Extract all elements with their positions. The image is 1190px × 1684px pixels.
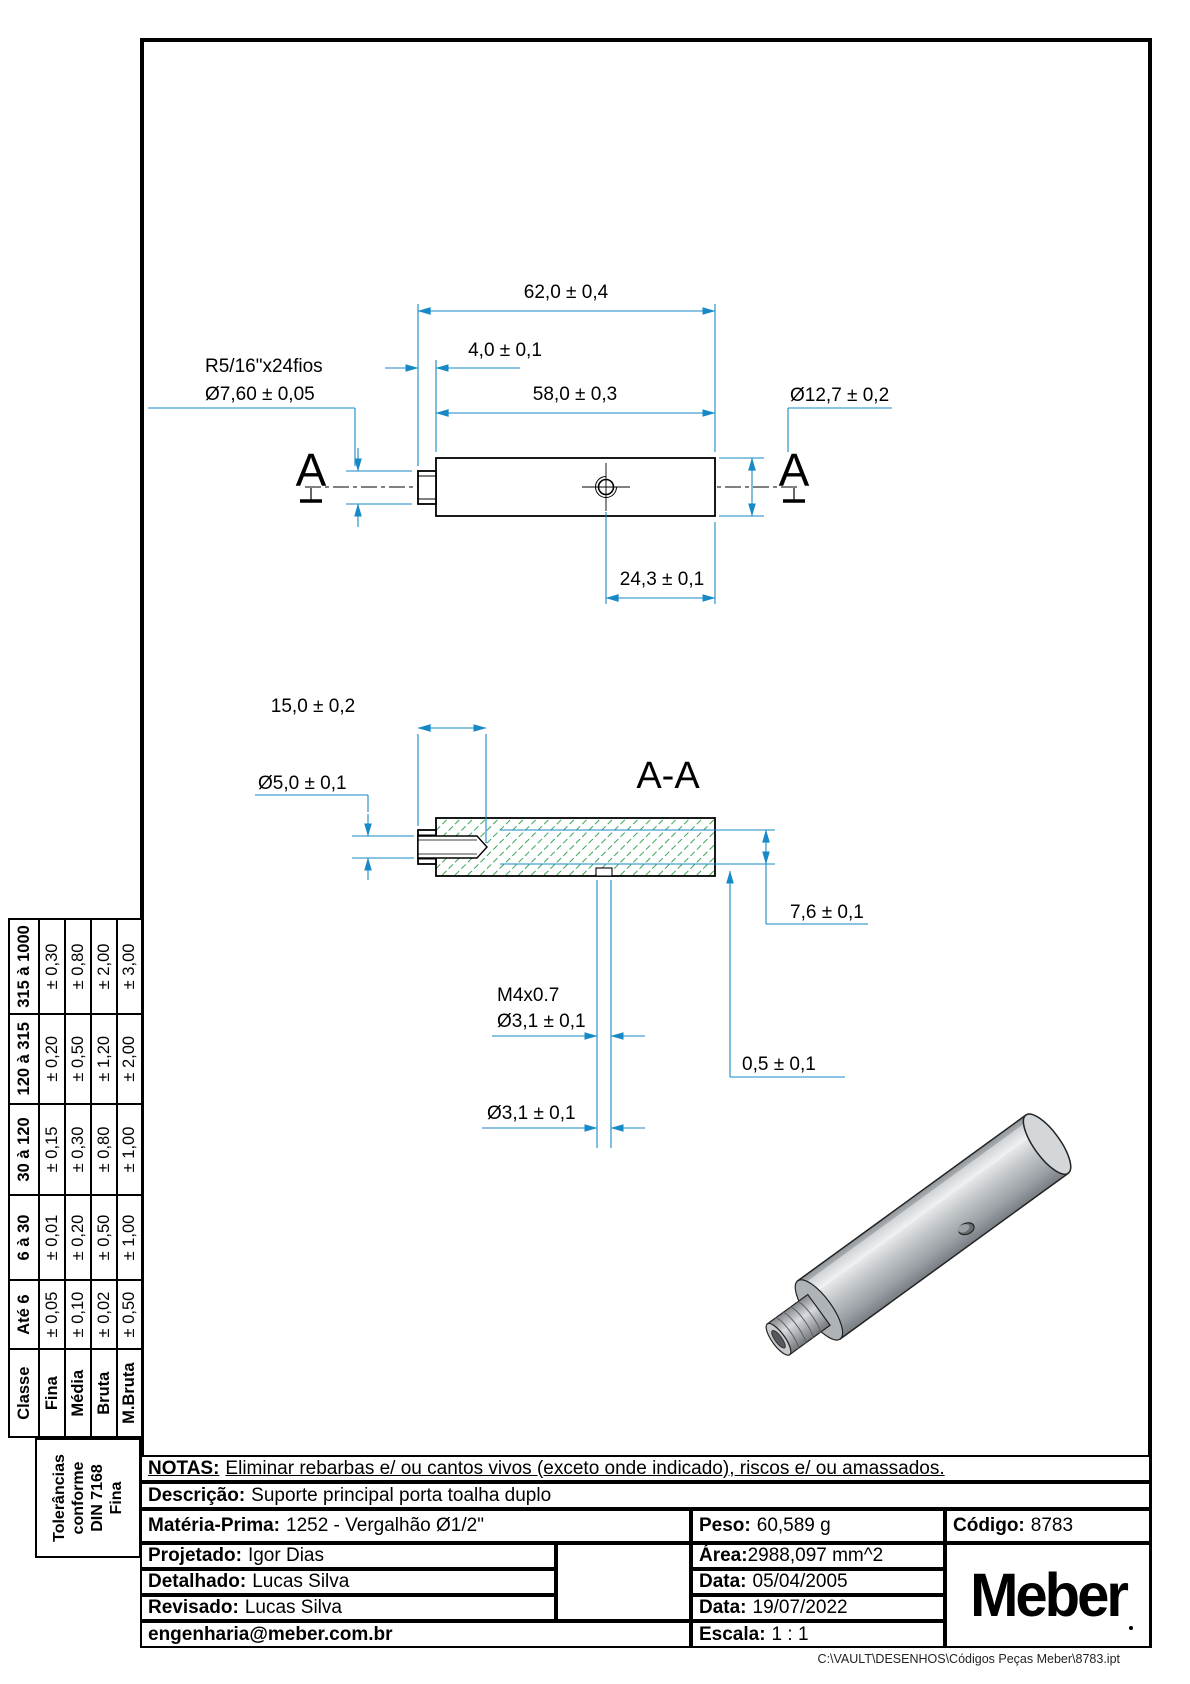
dim-through-hole: Ø3,1 ± 0,1 [487,1103,576,1124]
section-letter-right: A [778,444,810,496]
thread-spec-line2: Ø3,1 ± 0,1 [497,1011,586,1032]
tolerance-standard-note: Tolerâncias conforme DIN 7168 Fina [35,1438,141,1558]
logo-dot [1129,1626,1133,1630]
raw-material-cell: Matéria-Prima: 1252 - Vergalhão Ø1/2" [140,1509,691,1543]
designed-by-cell: Projetado: Igor Dias [140,1543,556,1569]
dim-hole-position: 24,3 ± 0,1 [619,569,705,590]
bottom-wall-hole [596,868,612,876]
description-value: Suporte principal porta toalha duplo [251,1484,552,1506]
tolerance-grid: Classe Até 6 6 à 30 30 à 120 120 à 315 315 à 1000 Fina ± 0,05 ± 0,01 ± 0,15 ± 0,20 ± 0,30 Média ± 0,10 ± 0,20 ± 0,30 ± 0,50 ± 0,80 Bruta ± 0,02 ± 0,50 ± 0,80 ± 1,20 ± 2,00 M.Bruta ± 0,50 ± 1,00 ± 1,00 ± 2,00 ± 3,00 [8,918,143,1438]
company-logo-cell [945,1543,1151,1648]
dim-core: 7,6 ± 0,1 [790,902,864,923]
dim-thread-depth: 15,0 ± 0,2 [270,696,356,717]
company-logo: Meber [970,1561,1126,1630]
tol-row-media: Média ± 0,10 ± 0,20 ± 0,30 ± 0,50 ± 0,80 [65,919,91,1437]
detailed-by-cell: Detalhado: Lucas Silva [140,1569,556,1595]
description-label: Descrição: [148,1484,246,1506]
thread-note-line1: R5/16"x24fios [205,356,323,377]
reviewed-by-cell: Revisado: Lucas Silva [140,1595,556,1621]
section-letter-left: A [295,444,327,496]
dim-wall: 0,5 ± 0,1 [742,1054,816,1075]
thread-note-line2: Ø7,60 ± 0,05 [205,384,315,405]
email-cell: engenharia@meber.com.br [140,1621,691,1648]
weight-cell: Peso: 60,589 g [691,1509,945,1543]
scale-cell: Escala: 1 : 1 [691,1621,945,1648]
dim-overall-length: 62,0 ± 0,4 [523,282,609,303]
dim-stub-length: 4,0 ± 0,1 [468,340,542,361]
section-view [255,696,868,1148]
tol-row-bruta: Bruta ± 0,02 ± 0,50 ± 0,80 ± 1,20 ± 2,00 [91,919,117,1437]
projection-symbol-cell [556,1543,691,1621]
notes-row [140,1455,1151,1482]
tolerance-table [8,918,141,1558]
file-path: C:\VAULT\DESENHOS\Códigos Peças Meber\8783.ipt [817,1652,1120,1666]
section-dimension-lines [255,728,868,1148]
tol-header-classe: Classe [9,1349,39,1437]
dim-outer-diameter: Ø12,7 ± 0,2 [790,385,890,406]
date2-cell: Data: 19/07/2022 [691,1595,945,1621]
tol-row-mbruta: M.Bruta ± 0,50 ± 1,00 ± 1,00 ± 2,00 ± 3,00 [117,919,142,1437]
thread-spec-line1: M4x0.7 [497,985,560,1006]
body-outline [436,458,715,516]
description-row [140,1482,1151,1509]
notes-label: NOTAS: [148,1457,220,1479]
code-cell: Código: 8783 [945,1509,1151,1543]
isometric-render [752,1107,1079,1372]
notes-text: Eliminar rebarbas e/ ou cantos vivos (exceto onde indicado), riscos e/ ou amassados. [225,1457,945,1479]
dim-body-length: 58,0 ± 0,3 [532,384,618,405]
dim-pilot-hole: Ø5,0 ± 0,1 [258,773,347,794]
area-cell: Área: 2988,097 mm^2 [691,1543,945,1569]
tol-row-fina: Fina ± 0,05 ± 0,01 ± 0,15 ± 0,20 ± 0,30 [39,919,65,1437]
threaded-hole [418,836,487,858]
top-view [148,282,892,604]
date1-cell: Data: 05/04/2005 [691,1569,945,1595]
section-label: A-A [636,755,700,797]
